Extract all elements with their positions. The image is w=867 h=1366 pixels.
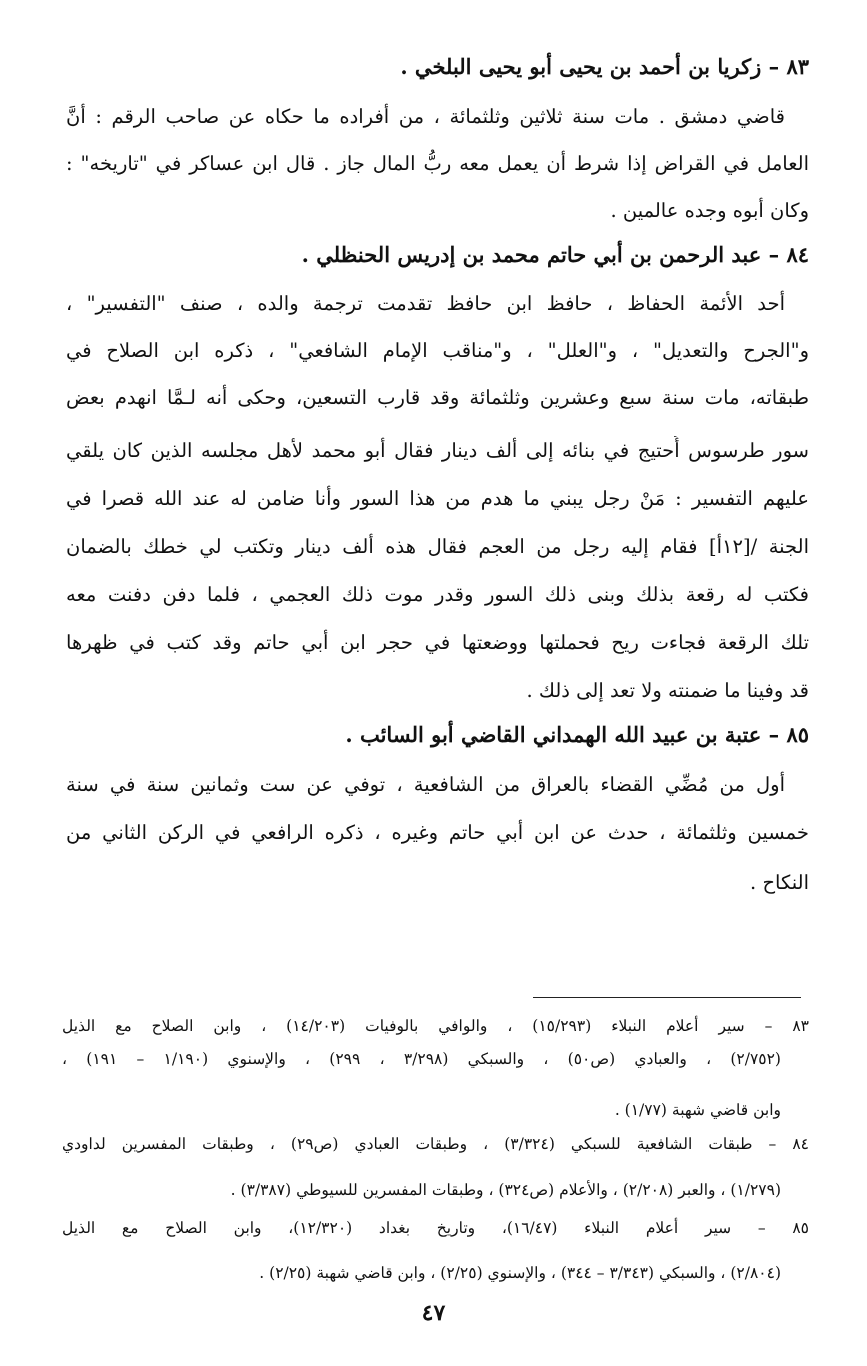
entry-text-line: قاضي دمشق . مات سنة ثلاثين وثلثمائة ، من أفراده ما حكاه عن صاحب الرقم : أنَّ	[66, 105, 785, 128]
page-number: ٤٧	[421, 1300, 446, 1326]
entry-text-line: الجنة /[١٢أ] فقام إليه رجل من العجم فقال هذه ألف دينار وتكتب لي خطك بالضمان	[66, 535, 809, 558]
entry-text-line: النكاح .	[750, 871, 809, 894]
entry-text-line: أول من مُضِّي القضاء بالعراق من الشافعية ، توفي عن ست وثمانين سنة في سنة	[66, 773, 785, 796]
entry-text-line: عليهم التفسير : مَنْ رجل يبني ما هدم من هذا السور وأنا ضامن له عند الله قصرا في	[66, 487, 809, 510]
footnote-line: (٢/٧٥٢) ، والعبادي (ص٥٠) ، والسبكي (٣/٢٩٨ ، ٢٩٩) ، والإسنوي (١/١٩٠ – ١٩١) ،	[62, 1050, 781, 1068]
footnote-line: وابن قاضي شهبة (١/٧٧) .	[614, 1101, 781, 1119]
footnote-line: ٨٥ – سير أعلام النبلاء (١٦/٤٧)، وتاريخ بغداد (١٢/٣٢٠)، وابن الصلاح مع الذيل	[62, 1219, 809, 1237]
entry-heading: ٨٣ – زكريا بن أحمد بن يحيى أبو يحيى البلخي .	[400, 54, 809, 79]
entry-text-line: تلك الرقعة فجاءت ريح فحملتها ووضعتها في حجر ابن أبي حاتم وقد كتب في ظهرها	[66, 631, 809, 654]
entry-text-line: سور طرسوس أُحتيج في بنائه إلى ألف دينار فقال أبو محمد لأهل مجلسه الذين كان يلقي	[66, 439, 809, 462]
entry-text-line: و"الجرح والتعديل" ، و"العلل" ، و"مناقب الإمام الشافعي" ، ذكره ابن الصلاح في	[66, 339, 809, 362]
footnote-line: (٢/٨٠٤) ، والسبكي (٣/٣٤٣ – ٣٤٤) ، والإسنوي (٢/٢٥) ، وابن قاضي شهبة (٢/٢٥) .	[259, 1264, 781, 1282]
entry-heading: ٨٤ – عبد الرحمن بن أبي حاتم محمد بن إدريس الحنظلي .	[301, 242, 809, 267]
entry-text-line: فكتب له رقعة بذلك وبنى ذلك السور وقدر موت ذلك العجمي ، فلما دفن دفنت معه	[66, 583, 809, 606]
entry-text-line: العامل في القراض إذا شرط أن يعمل معه ربُّ المال جاز . قال ابن عساكر في "تاريخه" :	[66, 152, 809, 175]
entry-heading: ٨٥ – عتبة بن عبيد الله الهمداني القاضي أبو السائب .	[345, 722, 809, 747]
footnote-line: ٨٣ – سير أعلام النبلاء (١٥/٢٩٣) ، والوافي بالوفيات (١٤/٢٠٣) ، وابن الصلاح مع الذيل	[62, 1017, 809, 1035]
footnote-line: ٨٤ – طبقات الشافعية للسبكي (٣/٣٢٤) ، وطبقات العبادي (ص٢٩) ، وطبقات المفسرين لداودي	[62, 1135, 809, 1153]
entry-text-line: خمسين وثلثمائة ، حدث عن ابن أبي حاتم وغيره ، ذكره الرافعي في الركن الثاني من	[66, 821, 809, 844]
footnote-line: (١/٢٧٩) ، والعبر (٢/٢٠٨) ، والأعلام (ص٣٢٤) ، وطبقات المفسرين للسيوطي (٣/٣٨٧) .	[230, 1181, 781, 1199]
entry-text-line: طبقاته، مات سنة سبع وعشرين وثلثمائة وقد قارب التسعين، وحكى أنه لـمَّا انهدم بعض	[66, 386, 809, 409]
entry-text-line: أحد الأئمة الحفاظ ، حافظ ابن حافظ تقدمت ترجمة والده ، صنف "التفسير" ،	[66, 292, 785, 315]
entry-text-line: قد وفينا ما ضمنته ولا تعد إلى ذلك .	[526, 679, 809, 702]
entry-text-line: وكان أبوه وجده عالمين .	[610, 199, 809, 222]
footnote-separator	[533, 997, 801, 998]
